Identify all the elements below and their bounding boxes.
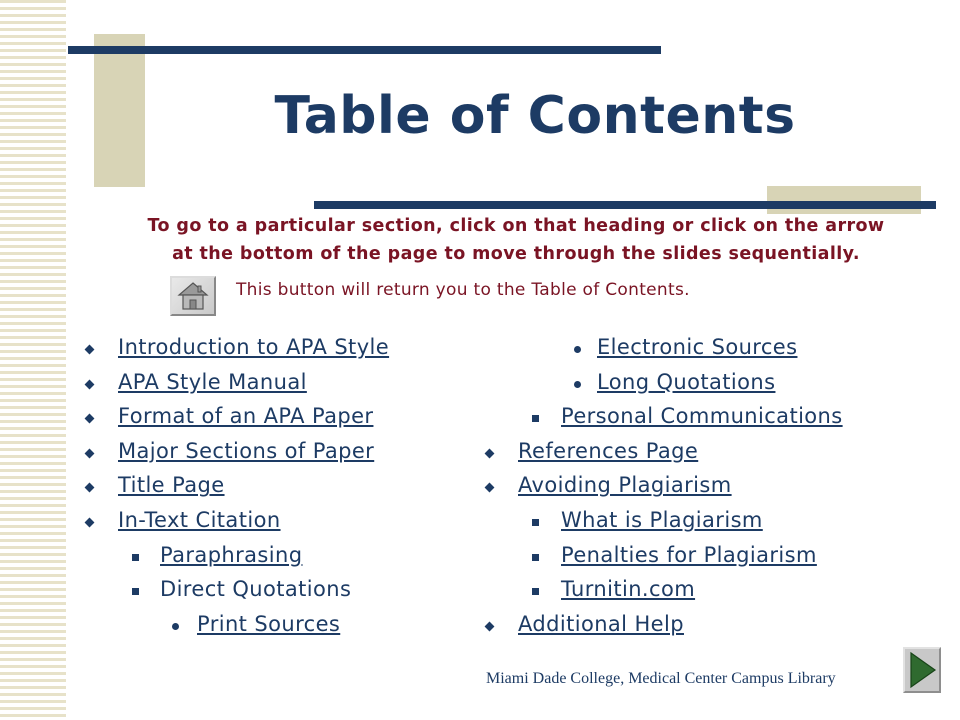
toc-item <box>160 543 302 567</box>
diamond-bullet-icon <box>85 414 95 424</box>
toc-link[interactable]: Additional Help <box>518 611 684 636</box>
toc-item <box>118 473 225 497</box>
toc-label: Direct Quotations <box>160 577 352 602</box>
toc-link[interactable]: Major Sections of Paper <box>118 438 375 463</box>
toc-item <box>160 577 351 601</box>
diamond-bullet-icon <box>485 621 495 631</box>
toc-item <box>597 335 797 359</box>
next-slide-button[interactable] <box>903 647 941 693</box>
square-bullet-icon <box>532 415 539 422</box>
toc-link[interactable]: Electronic Sources <box>597 335 798 359</box>
toc-item <box>518 612 684 636</box>
toc-link[interactable]: Print Sources <box>197 611 341 636</box>
toc-item <box>197 612 340 636</box>
toc-item <box>597 370 775 394</box>
instructions-line-2: at the bottom of the page to move through the slides sequentially. <box>172 244 860 264</box>
toc-item <box>118 335 389 359</box>
square-bullet-icon <box>532 519 539 526</box>
page-title: Table of Contents <box>274 86 796 146</box>
dot-bullet-icon <box>574 346 581 353</box>
toc-item <box>518 439 698 463</box>
dot-bullet-icon <box>172 623 179 630</box>
diamond-bullet-icon <box>85 379 95 389</box>
home-icon <box>172 278 214 314</box>
toc-item <box>561 543 817 567</box>
accent-bar-right <box>767 186 921 214</box>
decorative-stripes <box>0 0 66 720</box>
accent-bar-left <box>94 34 145 187</box>
toc-link[interactable]: Format of an APA Paper <box>118 404 374 429</box>
square-bullet-icon <box>532 554 539 561</box>
toc-item <box>118 404 373 428</box>
toc-link[interactable]: Long Quotations <box>597 369 776 394</box>
toc-link[interactable]: Paraphrasing <box>160 542 303 567</box>
toc-item <box>118 508 281 532</box>
dot-bullet-icon <box>574 381 581 388</box>
toc-item <box>561 404 843 428</box>
square-bullet-icon <box>532 588 539 595</box>
toc-link[interactable]: What is Plagiarism <box>561 508 763 532</box>
toc-item <box>118 439 374 463</box>
toc-item <box>118 370 307 394</box>
toc-link[interactable]: Title Page <box>118 473 225 498</box>
diamond-bullet-icon <box>85 518 95 528</box>
toc-item <box>518 473 732 497</box>
square-bullet-icon <box>132 588 139 595</box>
bottom-rule <box>314 201 936 209</box>
toc-link[interactable]: Turnitin.com <box>561 577 696 602</box>
toc-link[interactable]: Personal Communications <box>561 404 843 429</box>
top-rule <box>68 46 661 54</box>
instructions <box>80 212 952 268</box>
diamond-bullet-icon <box>485 483 495 493</box>
diamond-bullet-icon <box>85 483 95 493</box>
diamond-bullet-icon <box>85 448 95 458</box>
toc-link[interactable]: Avoiding Plagiarism <box>518 473 732 498</box>
diamond-bullet-icon <box>85 345 95 355</box>
toc-link[interactable]: References Page <box>518 438 699 463</box>
toc-link[interactable]: APA Style Manual <box>118 369 307 394</box>
toc-item <box>561 508 763 532</box>
toc-link[interactable]: In-Text Citation <box>118 508 281 532</box>
toc-link[interactable]: Introduction to APA Style <box>118 335 390 359</box>
next-arrow-icon <box>905 649 939 691</box>
home-button-note: This button will return you to the Table of Contents. <box>236 280 690 300</box>
diamond-bullet-icon <box>485 448 495 458</box>
instructions-line-1: To go to a particular section, click on that heading or click on the arrow <box>147 216 885 236</box>
toc-item <box>561 577 695 601</box>
toc-link[interactable]: Penalties for Plagiarism <box>561 542 817 567</box>
home-button[interactable] <box>170 276 216 316</box>
footer-text: Miami Dade College, Medical Center Campus Library <box>486 670 836 687</box>
square-bullet-icon <box>132 554 139 561</box>
